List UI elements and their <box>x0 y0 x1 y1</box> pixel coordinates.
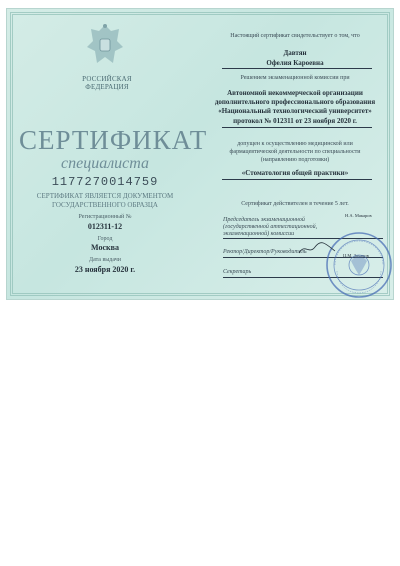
reg-label: Регистрационный № <box>78 214 132 220</box>
country-label: РОССИЙСКАЯ ФЕДЕРАЦИЯ <box>82 75 132 91</box>
certificate-title: СЕРТИФИКАТ <box>19 125 208 155</box>
org-line-2: дополнительного профессионального образования <box>214 98 376 106</box>
issue-label: Дата выдачи <box>88 257 122 263</box>
city-label: Город <box>97 236 113 242</box>
recipient-name: Офелия Кароевна <box>266 59 324 67</box>
certificate-sheet <box>6 8 394 300</box>
admitted-line-2: фармацевтической деятельности по специальности <box>229 149 361 155</box>
chair-label-1: Председатель экзаменационной <box>223 217 305 223</box>
secretary-label: Секретарь <box>223 269 252 275</box>
recipient-surname: Давтян <box>283 49 307 57</box>
header-note: Настоящий сертификат свидетельствует о том, что <box>230 33 360 39</box>
admitted-line-1: допущен к осуществлению медицинской или <box>237 141 353 147</box>
chair-name: Н.А. Макаров <box>345 213 372 218</box>
chair-label-3: экзаменационной) комиссии <box>223 231 295 237</box>
rector-label: Ректор/Директор/Руководитель <box>223 249 307 255</box>
admitted-line-3: (направлению подготовки) <box>260 157 330 163</box>
coat-of-arms-icon <box>85 21 125 71</box>
protocol-underline <box>222 127 372 128</box>
decision-intro: Решением экзаменационной комиссии при <box>240 75 350 81</box>
specialty-underline <box>222 179 372 180</box>
certificate-subtitle: специалиста <box>60 155 150 172</box>
city-value: Москва <box>91 243 119 252</box>
reg-number: 012311-12 <box>87 222 123 231</box>
rector-signature-icon <box>297 241 337 257</box>
rector-name: Ц.М. Захаров <box>343 253 369 258</box>
specialty: «Стоматология общей практики» <box>241 169 349 177</box>
protocol-line: протокол № 012311 от 23 ноября 2020 г. <box>233 117 357 125</box>
certificate-number: 1177270014759 <box>51 175 159 189</box>
org-line-1: Автономной некоммерческой организации <box>227 89 363 97</box>
org-line-3: «Национальный технологический университет» <box>218 107 372 115</box>
chair-label-2: (государственной аттестационной, <box>223 224 318 230</box>
name-underline <box>222 68 372 69</box>
issue-date: 23 ноября 2020 г. <box>74 265 136 274</box>
validity-note: Сертификат действителен в течение 5 лет. <box>241 201 349 207</box>
state-document-note: СЕРТИФИКАТ ЯВЛЯЕТСЯ ДОКУМЕНТОМ ГОСУДАРСТВЕННОГО ОБРАЗЦА <box>36 192 174 209</box>
